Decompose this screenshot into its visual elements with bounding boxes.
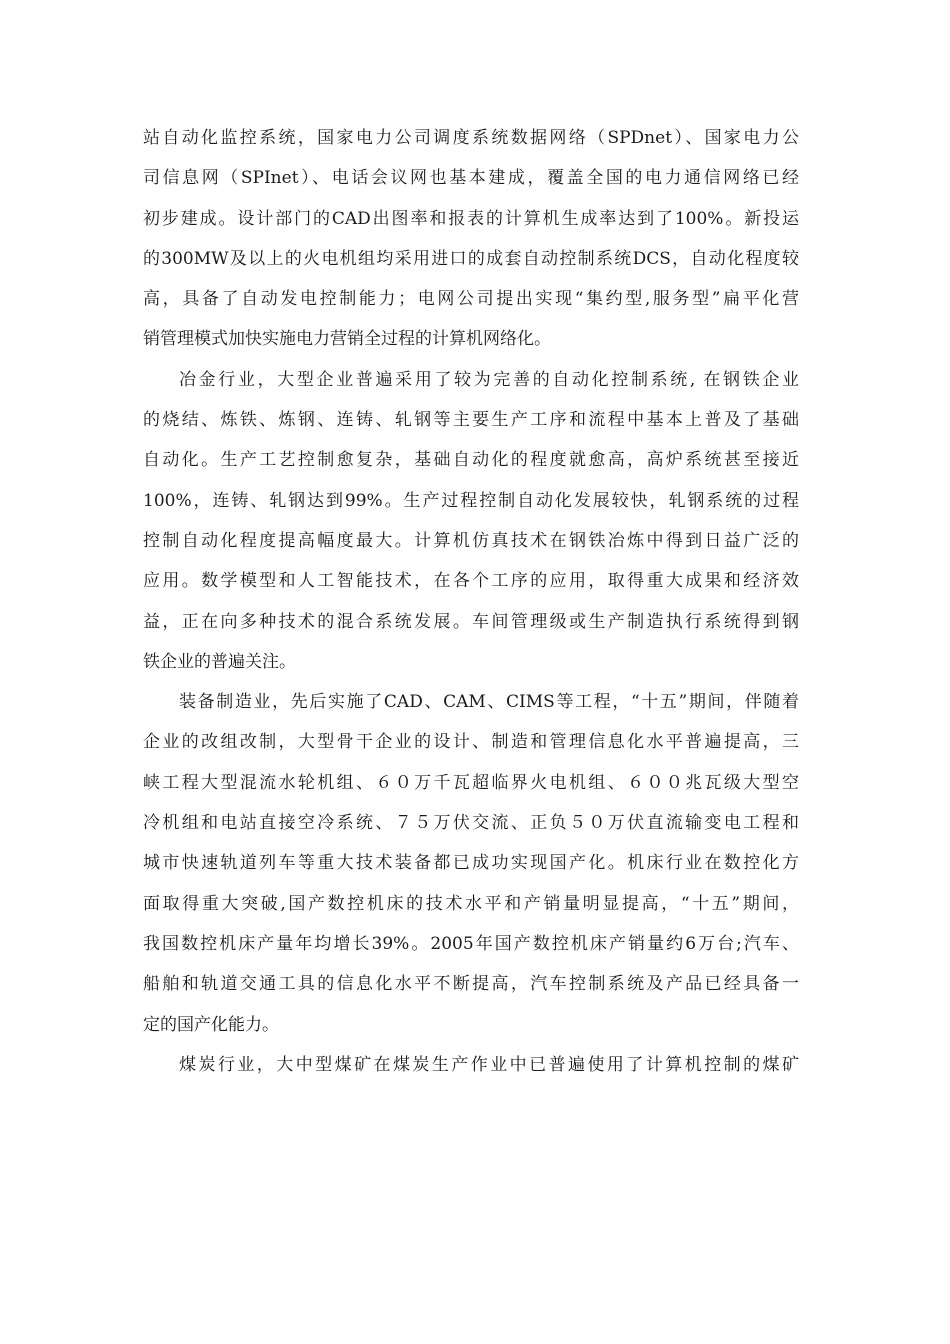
paragraph-coal-industry xyxy=(143,1045,803,1085)
text-line: 高，具备了自动发电控制能力；电网公司提出实现“集约型,服务型”扁平化营 xyxy=(143,289,799,310)
text-line: 的烧结、炼铁、炼钢、连铸、轧钢等主要生产工序和流程中基本上普及了基础 xyxy=(143,410,799,431)
text-line: 冶金行业，大型企业普遍采用了较为完善的自动化控制系统, 在钢铁企业 xyxy=(179,369,799,390)
text-line: 定的国产化能力。 xyxy=(143,1014,279,1035)
text-line: 应用。数学模型和人工智能技术，在各个工序的应用，取得重大成果和经济效 xyxy=(143,571,799,592)
paragraph-metallurgy-industry xyxy=(143,360,803,682)
text-line: 100%，连铸、轧钢达到99%。生产过程控制自动化发展较快，轧钢系统的过程 xyxy=(143,490,799,511)
document-body xyxy=(143,118,803,1085)
paragraph-power-industry xyxy=(143,118,803,360)
paragraph-equipment-manufacturing xyxy=(143,682,803,1045)
text-line: 装备制造业，先后实施了CAD、CAM、CIMS等工程，“十五”期间，伴随着 xyxy=(179,692,799,713)
text-line: 铁企业的普遍关注。 xyxy=(143,651,296,672)
text-line: 我国数控机床产量年均增长39%。2005年国产数控机床产销量约6万台;汽车、 xyxy=(143,933,799,954)
text-line: 企业的改组改制，大型骨干企业的设计、制造和管理信息化水平普遍提高，三 xyxy=(143,732,799,753)
text-line: 自动化。生产工艺控制愈复杂，基础自动化的程度就愈高，高炉系统甚至接近 xyxy=(143,450,799,471)
text-line: 销管理模式加快实施电力营销全过程的计算机网络化。 xyxy=(143,329,551,350)
text-line: 益，正在向多种技术的混合系统发展。车间管理级或生产制造执行系统得到钢 xyxy=(143,611,799,632)
text-line: 站自动化监控系统，国家电力公司调度系统数据网络（SPDnet）、国家电力公 xyxy=(143,128,799,148)
text-line: 峡工程大型混流水轮机组、６０万千瓦超临界火电机组、６００兆瓦级大型空 xyxy=(143,772,799,793)
text-line: 控制自动化程度提高幅度最大。计算机仿真技术在钢铁冶炼中得到日益广泛的 xyxy=(143,530,799,551)
text-line: 煤炭行业，大中型煤矿在煤炭生产作业中已普遍使用了计算机控制的煤矿 xyxy=(179,1054,799,1075)
text-line: 面取得重大突破,国产数控机床的技术水平和产销量明显提高，“十五”期间， xyxy=(143,893,799,914)
text-line: 初步建成。设计部门的CAD出图率和报表的计算机生成率达到了100%。新投运 xyxy=(143,208,799,229)
text-line: 船舶和轨道交通工具的信息化水平不断提高，汽车控制系统及产品已经具备一 xyxy=(143,974,799,995)
text-line: 城市快速轨道列车等重大技术装备都已成功实现国产化。机床行业在数控化方 xyxy=(143,853,799,874)
text-line: 冷机组和电站直接空冷系统、７５万伏交流、正负５０万伏直流输变电工程和 xyxy=(143,813,799,834)
text-line: 的300MW及以上的火电机组均采用进口的成套自动控制系统DCS，自动化程度较 xyxy=(143,248,799,269)
text-line: 司信息网（SPInet）、电话会议网也基本建成，覆盖全国的电力通信网络已经 xyxy=(143,168,799,189)
